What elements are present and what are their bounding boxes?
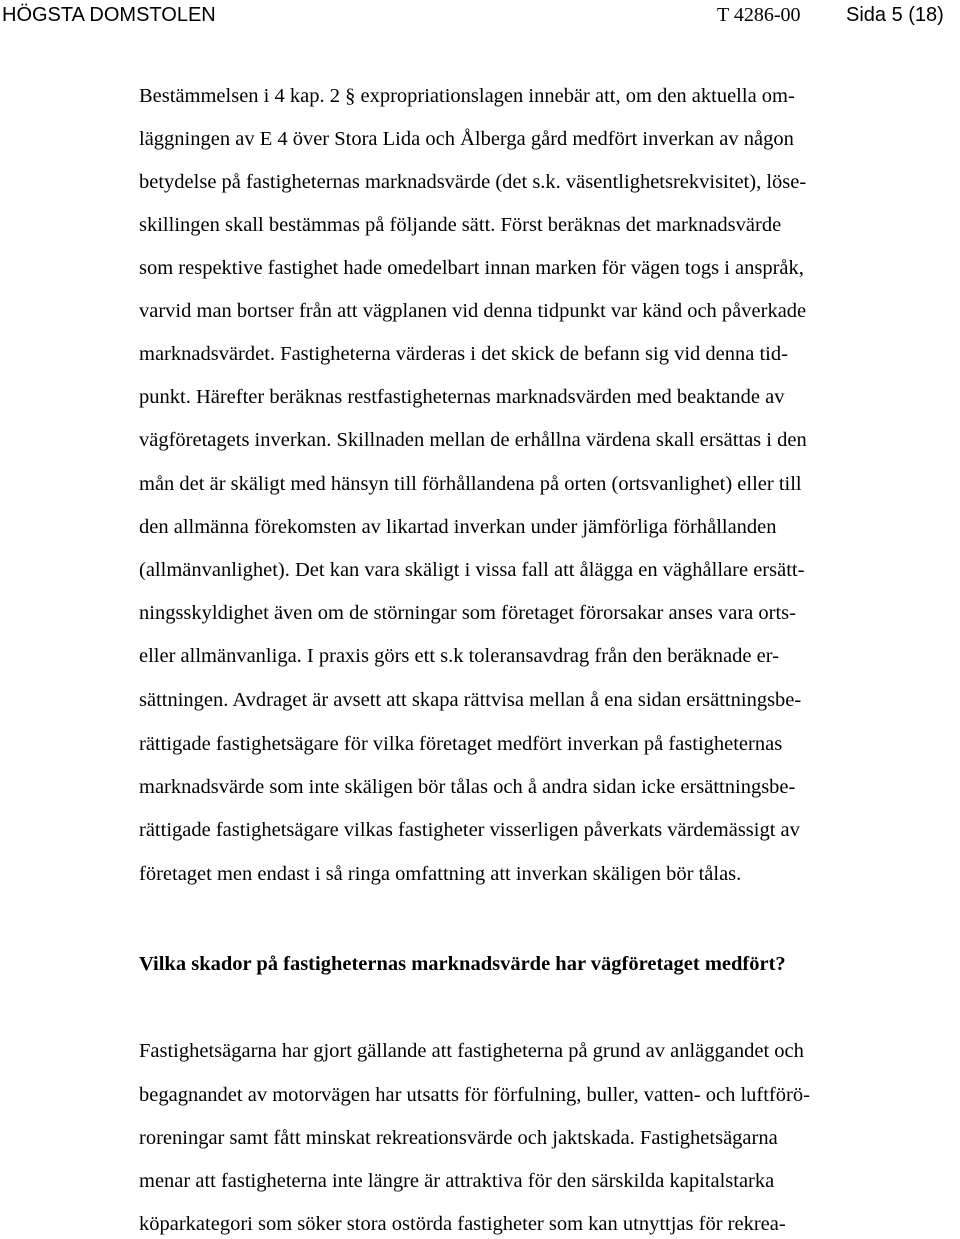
text-line: som respektive fastighet hade omedelbart innan marken för vägen togs i anspråk,: [139, 257, 804, 279]
text-line: (allmänvanlighet). Det kan vara skäligt i vissa fall att ålägga en väghållare ersätt-: [139, 559, 805, 581]
text-line: punkt. Härefter beräknas restfastigheternas marknadsvärden med beaktande av: [139, 386, 785, 408]
text-line: läggningen av E 4 över Stora Lida och Ålberga gård medfört inverkan av någon: [139, 128, 794, 150]
text-line: betydelse på fastigheternas marknadsvärde (det s.k. väsentlighetsrekvisitet), löse-: [139, 171, 807, 193]
text-line: menar att fastigheterna inte längre är attraktiva för den särskilda kapitalstarka: [139, 1170, 775, 1192]
text-line: rättigade fastighetsägare för vilka företaget medfört inverkan på fastigheternas: [139, 733, 783, 755]
text-line: roreningar samt fått minskat rekreationsvärde och jaktskada. Fastighetsägarna: [139, 1127, 778, 1149]
text-line: marknadsvärdet. Fastigheterna värderas i det skick de befann sig vid denna tid-: [139, 343, 788, 365]
text-line: Fastighetsägarna har gjort gällande att fastigheterna på grund av anläggandet och: [139, 1040, 804, 1062]
text-line: köparkategori som söker stora ostörda fastigheter som kan utnyttjas för rekrea-: [139, 1213, 786, 1235]
text-line: mån det är skäligt med hänsyn till förhållandena på orten (ortsvanlighet) eller till: [139, 473, 802, 495]
page-number: Sida 5 (18): [846, 4, 944, 26]
text-line: varvid man bortser från att vägplanen vid denna tidpunkt var känd och påverkade: [139, 300, 807, 322]
text-line: sättningen. Avdraget är avsett att skapa rättvisa mellan å ena sidan ersättningsbe-: [139, 689, 802, 711]
text-line: skillingen skall bestämmas på följande sätt. Först beräknas det marknadsvärde: [139, 214, 782, 236]
text-line: företaget men endast i så ringa omfattning att inverkan skäligen bör tålas.: [139, 863, 742, 885]
text-line: marknadsvärde som inte skäligen bör tålas och å andra sidan icke ersättningsbe-: [139, 776, 796, 798]
court-name: HÖGSTA DOMSTOLEN: [2, 4, 216, 26]
text-line: eller allmänvanliga. I praxis görs ett s.k toleransavdrag från den beräknade er-: [139, 645, 779, 667]
text-line: begagnandet av motorvägen har utsatts för förfulning, buller, vatten- och luftförö-: [139, 1084, 810, 1106]
text-line: vägföretagets inverkan. Skillnaden mellan de erhållna värdena skall ersättas i den: [139, 429, 807, 451]
text-line: rättigade fastighetsägare vilkas fastigheter visserligen påverkats värdemässigt av: [139, 819, 800, 841]
text-line: Bestämmelsen i 4 kap. 2 § expropriationslagen innebär att, om den aktuella om-: [139, 85, 795, 107]
text-line: den allmänna förekomsten av likartad inverkan under jämförliga förhållanden: [139, 516, 777, 538]
case-number: T 4286-00: [717, 4, 801, 26]
section-heading: Vilka skador på fastigheternas marknadsvärde har vägföretaget medfört?: [139, 953, 786, 975]
page-header: [0, 0, 960, 30]
text-line: ningsskyldighet även om de störningar som företaget förorsakar anses vara orts-: [139, 602, 796, 624]
